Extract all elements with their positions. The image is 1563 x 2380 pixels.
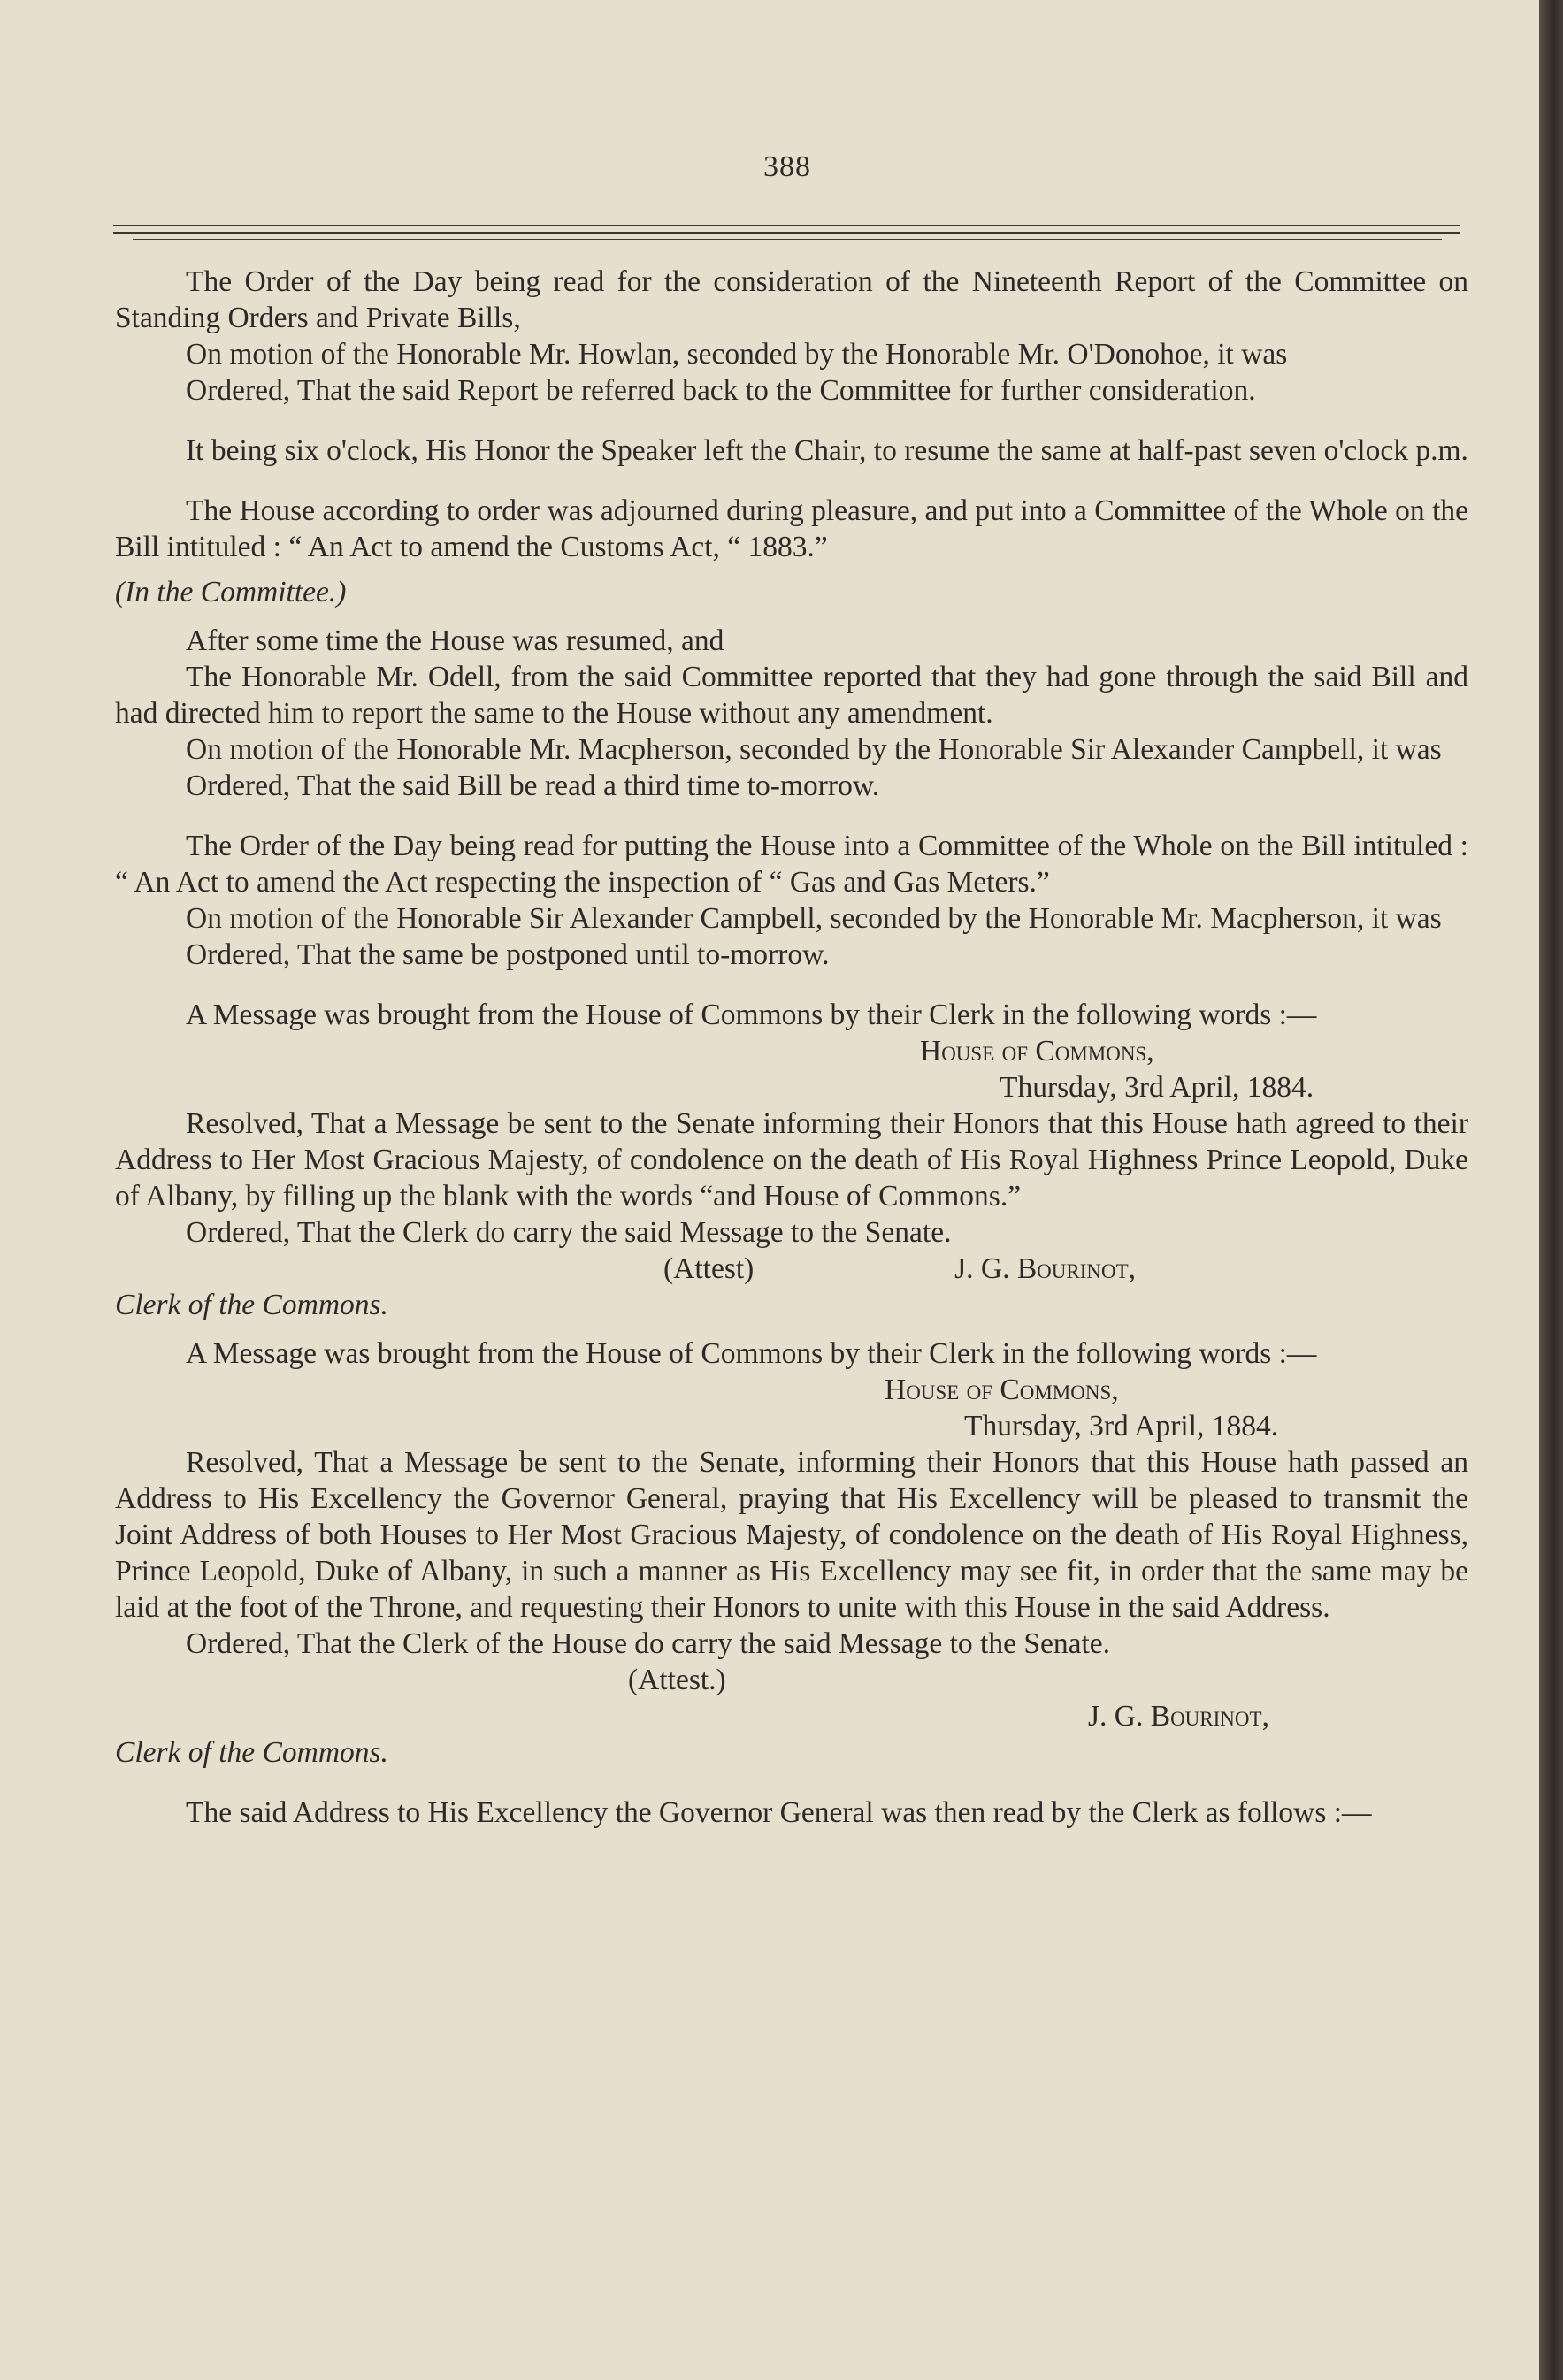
signatory-title: Clerk of the Commons.: [115, 1289, 388, 1321]
paragraph: The Order of the Day being read for putting the House into a Committee of the Whole on the Bill intituled : “ An Act to amend the Act respecting the inspection of “ Gas and Gas Meters.”: [115, 830, 1468, 899]
paragraph: The Honorable Mr. Odell, from the said Committee reported that they had gone through the said Bill and had directed him to report the same to the House without any amendment.: [115, 661, 1468, 730]
page-number: 388: [763, 150, 811, 183]
signatory-name: J. G. Bourinot,: [1088, 1700, 1269, 1733]
signatory-name: J. G. Bourinot,: [954, 1252, 1137, 1285]
paragraph: After some time the House was resumed, and: [186, 624, 724, 657]
message-date: Thursday, 3rd April, 1884.: [964, 1410, 1279, 1443]
section-heading: (In the Committee.): [115, 576, 347, 608]
signatory-title: Clerk of the Commons.: [115, 1736, 388, 1769]
message-heading: House of Commons,: [920, 1035, 1154, 1068]
paragraph: Resolved, That a Message be sent to the Senate informing their Honors that this House hath agreed to their Address to Her Most Gracious Majesty, of condolence on the death of His Royal Highness Prince Leopold, Duke of Albany, by filling up the blank with the words “and House of Commons.”: [115, 1107, 1468, 1213]
paragraph: A Message was brought from the House of Commons by their Clerk in the following words :—: [186, 999, 1317, 1031]
paragraph: The said Address to His Excellency the Governor General was then read by the Clerk as follows :—: [186, 1796, 1372, 1829]
message-date: Thursday, 3rd April, 1884.: [1000, 1071, 1314, 1104]
book-binding-edge: [1539, 0, 1563, 2380]
paragraph: Ordered, That the said Report be referred back to the Committee for further consideration.: [186, 374, 1256, 407]
paragraph: A Message was brought from the House of Commons by their Clerk in the following words :—: [186, 1337, 1317, 1370]
paragraph: The Order of the Day being read for the consideration of the Nineteenth Report of the Committee on Standing Orders and Private Bills,: [115, 265, 1468, 334]
paragraph: The House according to order was adjourned during pleasure, and put into a Committee of the Whole on the Bill intituled : “ An Act to amend the Customs Act, “ 1883.”: [115, 494, 1468, 563]
message-heading: House of Commons,: [885, 1374, 1119, 1406]
paragraph: Resolved, That a Message be sent to the Senate, informing their Honors that this House hath passed an Address to His Excellency the Governor General, praying that His Excellency will be pleased to transmit the Joint Address of both Houses to Her Most Gracious Majesty, of condolence on the death of His Royal Highness, Prince Leopold, Duke of Albany, in such a manner as His Excellency may see fit, in order that the same may be laid at the foot of the Throne, and requesting their Honors to unite with this House in the said Address.: [115, 1446, 1468, 1624]
paragraph: Ordered, That the said Bill be read a third time to-morrow.: [186, 769, 880, 802]
paragraph: On motion of the Honorable Mr. Howlan, seconded by the Honorable Mr. O'Donohoe, it was: [186, 338, 1288, 371]
paragraph: It being six o'clock, His Honor the Speaker left the Chair, to resume the same at half-past seven o'clock p.m.: [186, 434, 1468, 467]
paragraph: Ordered, That the Clerk of the House do carry the said Message to the Senate.: [186, 1627, 1110, 1660]
attest-label: (Attest.): [628, 1664, 726, 1696]
paragraph: On motion of the Honorable Mr. Macpherson, seconded by the Honorable Sir Alexander Campbell, it was: [186, 733, 1442, 766]
paragraph: Ordered, That the same be postponed until to-morrow.: [186, 938, 830, 971]
header-rule: [113, 232, 1460, 234]
attest-line: [115, 1251, 1468, 1287]
header-rule: [133, 239, 1442, 240]
attest-label: (Attest): [663, 1252, 755, 1285]
paragraph: Ordered, That the Clerk do carry the said Message to the Senate.: [186, 1216, 952, 1249]
paragraph: On motion of the Honorable Sir Alexander Campbell, seconded by the Honorable Mr. Macpherson, it was: [186, 902, 1442, 935]
page-body: [115, 264, 1468, 1831]
header-rule: [113, 225, 1460, 226]
